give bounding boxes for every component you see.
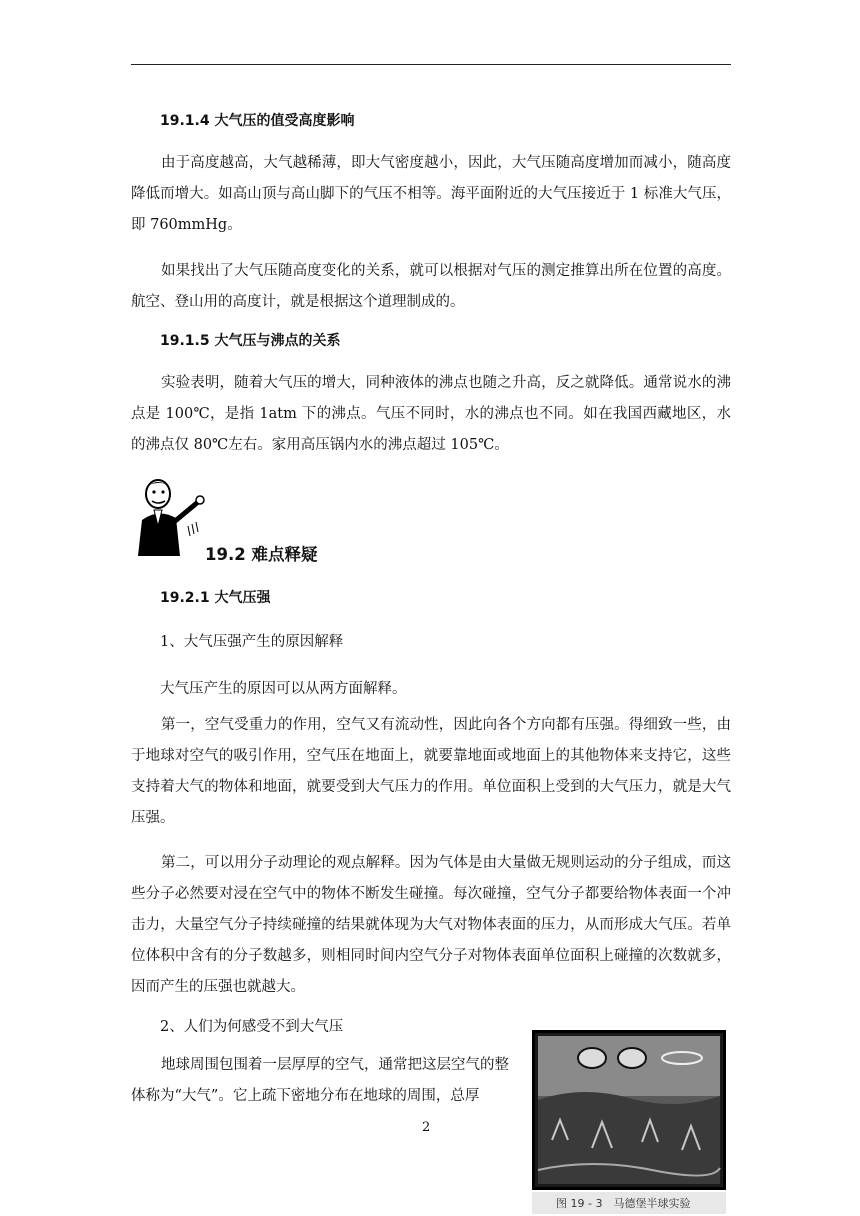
section-heading-19-1-5: 19.1.5 大气压与沸点的关系 [160, 333, 341, 349]
list-item: 2、人们为何感受不到大气压 [160, 1019, 344, 1035]
paragraph-block [131, 256, 731, 318]
paragraph-block [131, 1050, 511, 1112]
paragraph-block [131, 148, 731, 241]
magdeburg-hemispheres-illustration [532, 1030, 726, 1190]
paragraph: 如果找出了大气压随高度变化的关系，就可以根据对气压的测定推算出所在位置的高度。航空、登山用的高度计，就是根据这个道理制成的。 [131, 263, 731, 310]
page-number: 2 [422, 1120, 431, 1135]
paragraph: 由于高度越高，大气越稀薄，即大气密度越小，因此，大气压随高度增加而减小，随高度降低而增大。如高山顶与高山脚下的气压不相等。海平面附近的大气压接近于 1 标准大气压，即 760mmHg。 [131, 155, 731, 233]
figure-caption [532, 1192, 726, 1214]
section-heading-19-1-4: 19.1.4 大气压的值受高度影响 [160, 113, 355, 129]
paragraph-block [131, 848, 731, 1003]
section-heading-19-2: 19.2 难点释疑 [205, 545, 318, 564]
list-item: 1、大气压强产生的原因解释 [160, 634, 344, 650]
figure-caption-text: 图 19 - 3 马德堡半球实验 [556, 1197, 691, 1210]
paragraph-block [131, 710, 731, 834]
paragraph: 地球周围包围着一层厚厚的空气，通常把这层空气的整体称为“大气”。它上疏下密地分布在地球的周围，总厚 [131, 1057, 509, 1104]
paragraph-block [131, 368, 731, 461]
paragraph: 实验表明，随着大气压的增大，同种液体的沸点也随之升高，反之就降低。通常说水的沸点是 100℃，是指 1atm 下的沸点。气压不同时，水的沸点也不同。如在我国西藏地区，水的沸点仅 80℃左右。家用高压锅内水的沸点超过 105℃。 [131, 375, 731, 453]
header-rule [131, 64, 731, 65]
paragraph: 第一，空气受重力的作用，空气又有流动性，因此向各个方向都有压强。得细致一些，由于地球对空气的吸引作用，空气压在地面上，就要靠地面或地面上的其他物体来支持它，这些支持着大气的物体和地面，就要受到大气压力的作用。单位面积上受到的大气压力，就是大气压强。 [131, 717, 731, 826]
section-heading-19-2-1: 19.2.1 大气压强 [160, 590, 271, 606]
teacher-mascot-icon [128, 474, 208, 556]
paragraph: 大气压产生的原因可以从两方面解释。 [160, 681, 407, 697]
paragraph: 第二，可以用分子动理论的观点解释。因为气体是由大量做无规则运动的分子组成，而这些分子必然要对浸在空气中的物体不断发生碰撞。每次碰撞，空气分子都要给物体表面一个冲击力，大量空气分子持续碰撞的结果就体现为大气对物体表面的压力，从而形成大气压。若单位体积中含有的分子数越多，则相同时间内空气分子对物体表面单位面积上碰撞的次数就多，因而产生的压强也就越大。 [131, 855, 731, 995]
